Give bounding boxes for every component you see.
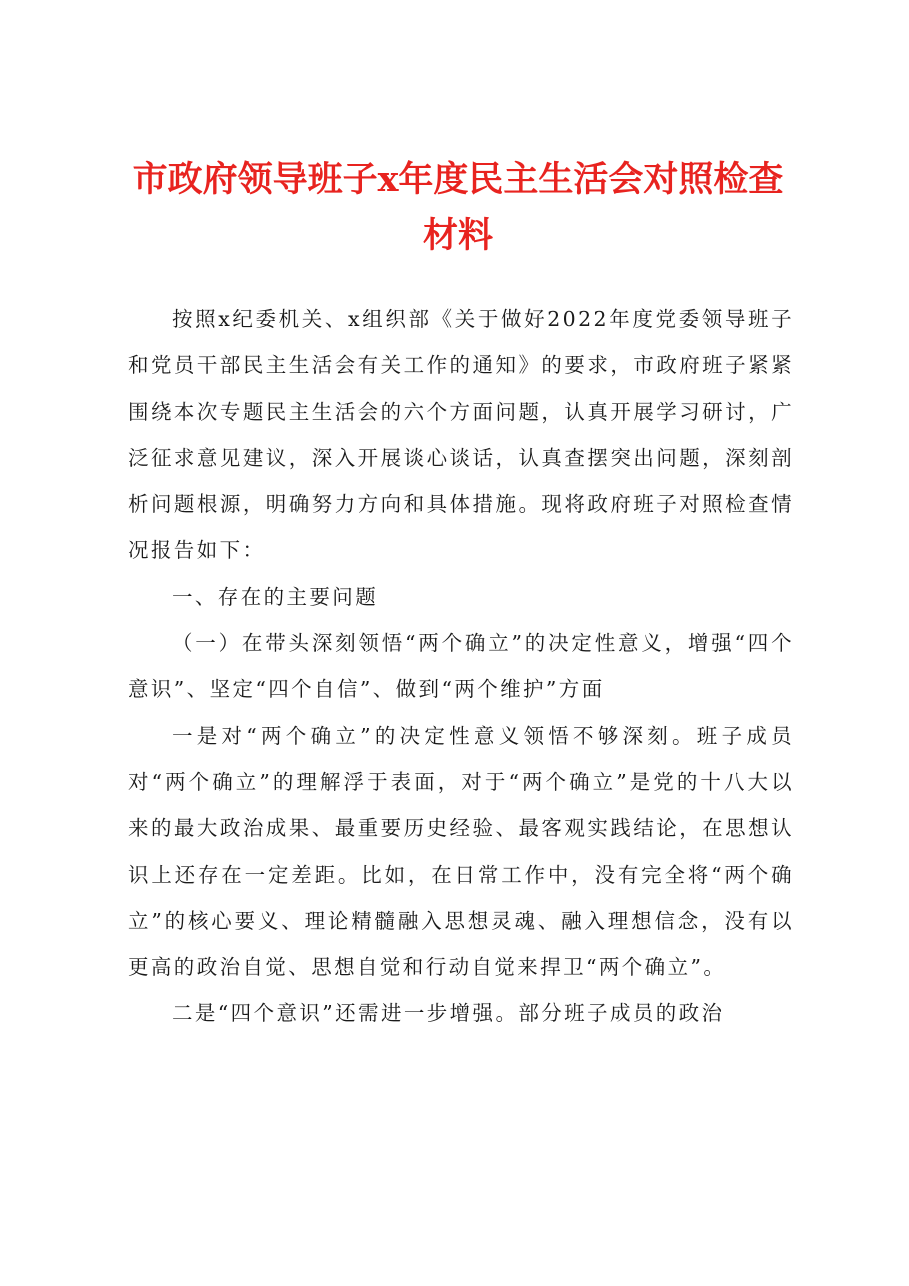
document-title: 市政府领导班子x年度民主生活会对照检查材料 <box>132 159 784 256</box>
subsection-heading: （一）在带头深刻领悟“两个确立”的决定性意义，增强“四个意识”、坚定“四个自信”、做到“两个维护”方面 <box>128 631 794 702</box>
paragraph-intro: 按照x纪委机关、x组织部《关于做好2022年度党委领导班子和党员干部民主生活会有关工作的通知》的要求，市政府班子紧紧围绕本次专题民主生活会的六个方面问题，认真开展学习研讨，广泛征求意见建议，深入开展谈心谈话，认真查摆突出问题，深刻剖析问题根源，明确努力方向和具体措施。现将政府班子对照检查情况报告如下： <box>128 307 794 563</box>
section-heading: 一、存在的主要问题 <box>172 584 379 609</box>
paragraph-point-one: 一是对“两个确立”的决定性意义领悟不够深刻。班子成员对“两个确立”的理解浮于表面，对于“两个确立”是党的十八大以来的最大政治成果、最重要历史经验、最客观实践结论，在思想认识上还存在一定差距。比如，在日常工作中，没有完全将“两个确立”的核心要义、理论精髓融入思想灵魂、融入理想信念，没有以更高的政治自觉、思想自觉和行动自觉来捍卫“两个确立”。 <box>128 723 794 980</box>
document-body <box>128 296 794 1037</box>
paragraph-point-two: 二是“四个意识”还需进一步增强。部分班子成员的政治 <box>172 1001 725 1026</box>
